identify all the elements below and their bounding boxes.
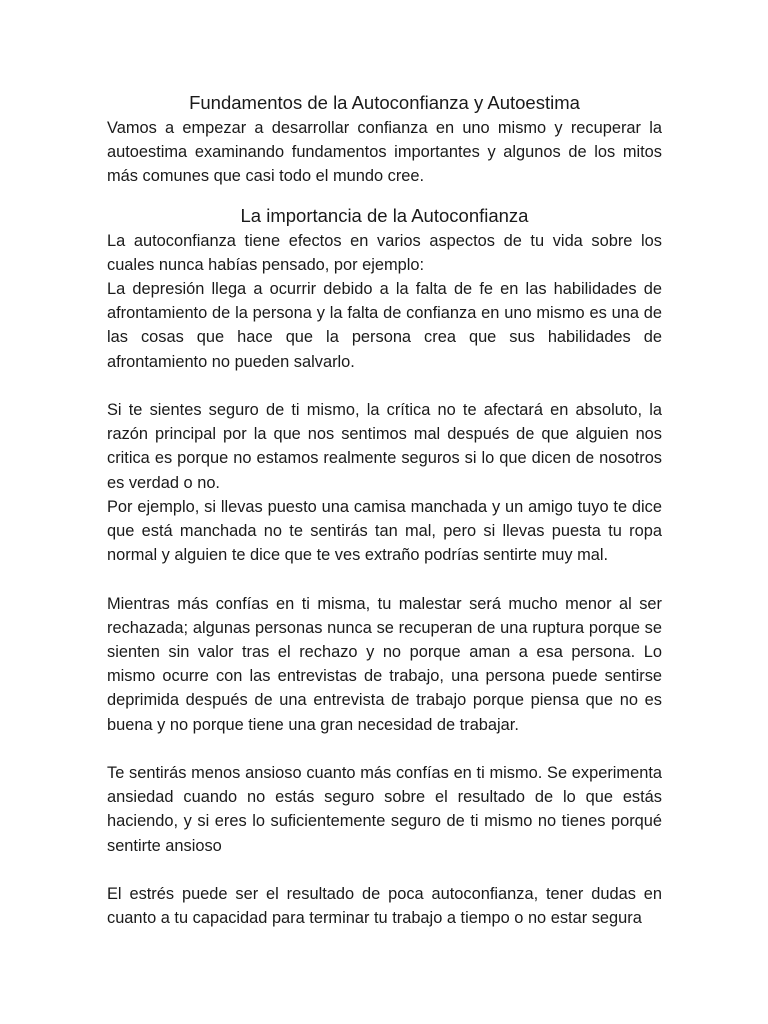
body-paragraph: La depresión llega a ocurrir debido a la falta de fe en las habilidades de afrontamiento de la persona y la falta de confianza en uno mismo es una de las cosas que hace que la persona crea que sus habilidades de afrontamiento no pueden salvarlo. bbox=[107, 280, 662, 371]
intro-paragraph: Vamos a empezar a desarrollar confianza en uno mismo y recuperar la autoestima examinando fundamentos importantes y algunos de los mitos más comunes que casi todo el mundo cree. bbox=[107, 119, 662, 186]
paragraph-spacer bbox=[107, 567, 662, 591]
body-paragraph: Te sentirás menos ansioso cuanto más confías en ti mismo. Se experimenta ansiedad cuando no estás seguro sobre el resultado de lo que estás haciendo, y si eres lo suficientemente seguro de ti mismo no tienes porqué sentirte ansioso bbox=[107, 764, 662, 855]
document-page bbox=[107, 90, 662, 930]
body-paragraph: Si te sientes seguro de ti mismo, la crítica no te afectará en absoluto, la razón principal por la que nos sentimos mal después de que alguien nos critica es porque no estamos realmente seguros si lo que dicen de nosotros es verdad o no. bbox=[107, 401, 662, 492]
paragraph-spacer bbox=[107, 374, 662, 398]
document-title: Fundamentos de la Autoconfianza y Autoestima bbox=[189, 92, 580, 113]
body-paragraph: Mientras más confías en ti misma, tu malestar será mucho menor al ser rechazada; algunas personas nunca se recuperan de una ruptura porque se sienten sin valor tras el rechazo y no porque aman a esa persona. Lo mismo ocurre con las entrevistas de trabajo, una persona puede sentirse deprimida después de una entrevista de trabajo porque piensa que no es buena y no porque tiene una gran necesidad de trabajar. bbox=[107, 594, 662, 734]
body-paragraph: Por ejemplo, si llevas puesto una camisa manchada y un amigo tuyo te dice que está manchada no te sentirás tan mal, pero si llevas puesta tu ropa normal y alguien te dice que te ves extraño podrías sentirte muy mal. bbox=[107, 497, 662, 565]
body-paragraph: El estrés puede ser el resultado de poca autoconfianza, tener dudas en cuanto a tu capacidad para terminar tu trabajo a tiempo o no estar segura bbox=[107, 885, 662, 928]
body-paragraph: La autoconfianza tiene efectos en varios aspectos de tu vida sobre los cuales nunca habías pensado, por ejemplo: bbox=[107, 231, 662, 274]
paragraph-spacer bbox=[107, 858, 662, 882]
section-title: La importancia de la Autoconfianza bbox=[240, 204, 529, 226]
paragraph-spacer bbox=[107, 737, 662, 761]
